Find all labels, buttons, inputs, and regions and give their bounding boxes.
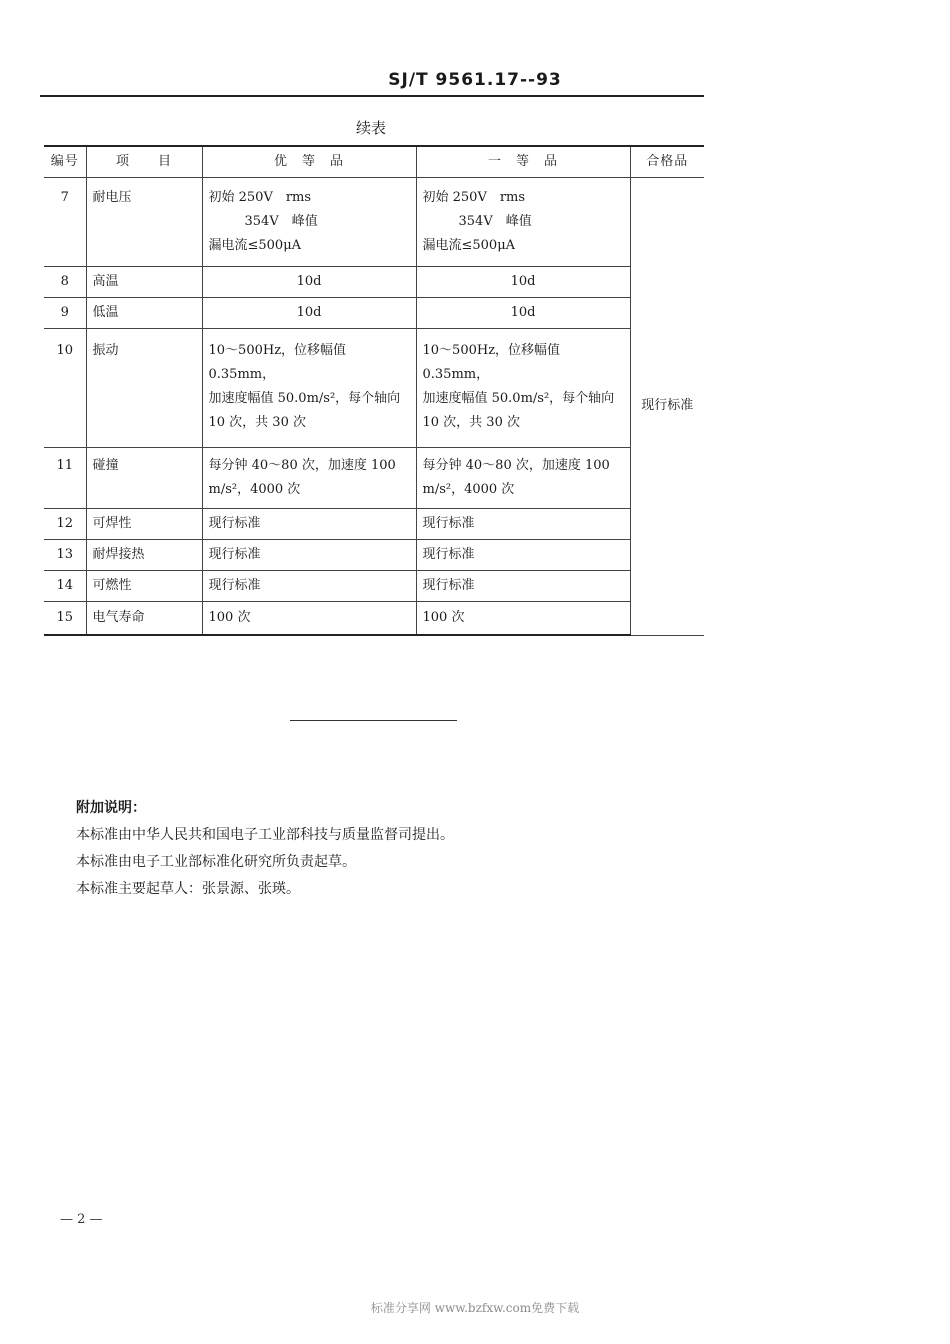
row-first-class: 现行标准 (416, 509, 630, 540)
cell-line: 加速度幅值 50.0m/s²，每个轴向 (422, 391, 615, 406)
cell-line: 10 次，共 30 次 (208, 415, 306, 430)
row-number: 11 (44, 448, 86, 509)
table-row (44, 178, 704, 267)
col-header-qualified: 合格品 (630, 146, 704, 178)
cell-line: 漏电流≤500μA (208, 238, 302, 253)
watermark: 标准分享网 www.bzfxw.com免费下载 (370, 1301, 580, 1315)
row-superior: 10d (202, 298, 416, 329)
row-first-class (416, 329, 630, 448)
col-header-superior: 优 等 品 (202, 146, 416, 178)
cell-line: 初始 250V rms (422, 190, 526, 205)
col-header-first-class: 一 等 品 (416, 146, 630, 178)
cell-line: 初始 250V rms (208, 190, 312, 205)
row-item: 电气寿命 (86, 602, 202, 636)
table-row (44, 298, 704, 329)
row-item: 耐焊接热 (86, 540, 202, 571)
row-item: 低温 (86, 298, 202, 329)
row-item: 耐电压 (86, 178, 202, 267)
cell-line: 每分钟 40～80 次，加速度 100 (208, 458, 396, 473)
notes-line: 本标准由电子工业部标准化研究所负责起草。 (76, 854, 356, 870)
row-superior (202, 329, 416, 448)
table-header-row (44, 146, 704, 178)
col-header-item: 项 目 (86, 146, 202, 178)
row-superior: 10d (202, 267, 416, 298)
cell-line: m/s²，4000 次 (208, 482, 301, 497)
row-superior: 现行标准 (202, 540, 416, 571)
cell-line: 10～500Hz，位移幅值 0.35mm， (208, 343, 347, 382)
row-item: 可燃性 (86, 571, 202, 602)
table-row (44, 540, 704, 571)
row-item: 高温 (86, 267, 202, 298)
row-number: 13 (44, 540, 86, 571)
cell-line: 10～500Hz，位移幅值 0.35mm， (422, 343, 561, 382)
row-item: 振动 (86, 329, 202, 448)
row-number: 14 (44, 571, 86, 602)
page-number: — 2 — (60, 1212, 103, 1227)
cell-line: 每分钟 40～80 次，加速度 100 (422, 458, 610, 473)
additional-notes (76, 795, 454, 903)
table-row (44, 267, 704, 298)
row-superior: 现行标准 (202, 571, 416, 602)
row-number: 10 (44, 329, 86, 448)
row-number: 7 (44, 178, 86, 267)
spec-table (44, 145, 704, 636)
row-first-class: 现行标准 (416, 571, 630, 602)
row-number: 8 (44, 267, 86, 298)
row-first-class: 100 次 (416, 602, 630, 636)
row-number: 12 (44, 509, 86, 540)
cell-line: 漏电流≤500μA (422, 238, 516, 253)
cell-line: 10 次，共 30 次 (422, 415, 520, 430)
col-header-number: 编号 (44, 146, 86, 178)
cell-line: 354V 峰值 (244, 214, 318, 229)
cell-line: m/s²，4000 次 (422, 482, 515, 497)
table-row (44, 571, 704, 602)
table-row (44, 509, 704, 540)
row-number: 15 (44, 602, 86, 636)
cell-line: 加速度幅值 50.0m/s²，每个轴向 (208, 391, 401, 406)
row-superior: 现行标准 (202, 509, 416, 540)
section-divider (290, 720, 457, 721)
notes-line: 本标准主要起草人：张景源、张瑛。 (76, 881, 300, 897)
row-superior (202, 448, 416, 509)
standard-code: SJ/T 9561.17--93 (388, 70, 562, 90)
row-first-class: 现行标准 (416, 540, 630, 571)
row-first-class (416, 448, 630, 509)
table-row (44, 448, 704, 509)
cell-line: 354V 峰值 (458, 214, 532, 229)
row-item: 碰撞 (86, 448, 202, 509)
row-qualified: 现行标准 (630, 178, 704, 636)
table-title: 续表 (355, 119, 386, 137)
row-superior: 100 次 (202, 602, 416, 636)
row-first-class: 10d (416, 298, 630, 329)
table-row (44, 329, 704, 448)
row-first-class (416, 178, 630, 267)
row-number: 9 (44, 298, 86, 329)
row-superior (202, 178, 416, 267)
row-first-class: 10d (416, 267, 630, 298)
notes-heading: 附加说明： (76, 800, 146, 816)
row-item: 可焊性 (86, 509, 202, 540)
header-rule (40, 95, 704, 97)
notes-line: 本标准由中华人民共和国电子工业部科技与质量监督司提出。 (76, 827, 454, 843)
table-row (44, 602, 704, 636)
